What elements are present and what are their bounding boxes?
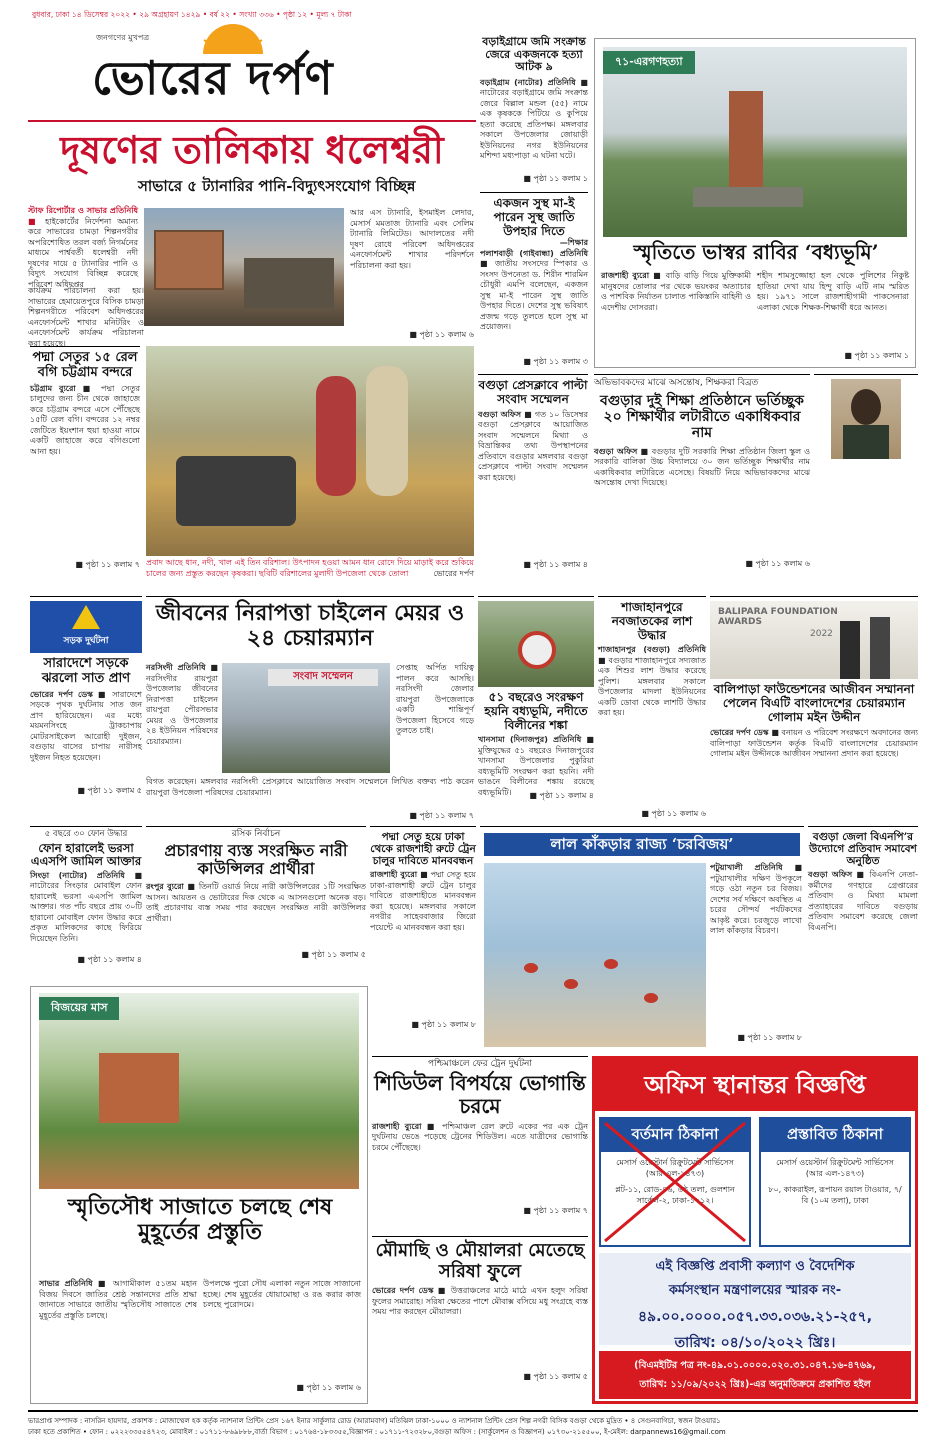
advert-title: অফিস স্থানান্তর বিজ্ঞপ্তি xyxy=(595,1059,915,1111)
feature-71-headline: স্মৃতিতে ভাস্বর রাবির ‘বধ্যভূমি’ xyxy=(633,240,879,264)
lead-byline: স্টাফ রিপোর্টার ও সাভার প্রতিনিধি ■ xyxy=(28,206,138,226)
healthy-byline: পলাশবাড়ী (গাইবান্ধা) প্রতিনিধি ■ xyxy=(480,248,588,269)
current-license: (আর এল-১৪৭৩) xyxy=(645,1168,705,1178)
story-bogura-press xyxy=(478,374,588,592)
masthead-rule xyxy=(28,120,476,122)
shahjahanpur-body: বগুড়ার শাজাহানপুরে সদ্যজাত এক শিশুর লাশ উদ্ধার করেছে পুলিশ। মঙ্গলবার সকালে উপজেলার মাদলা ইউনিয়নের একটি ডোবা থেকে লাশটি উদ্ধার করা হয়। xyxy=(598,655,707,718)
mayor-body-right: সেপ্তাহ অর্পিত দায়িত্ব পালন করে আসছি। নরসিংদী জেলার রায়পুরা উপজেলাকে একটি শান্তিপূর্ণ উপজেলা হিসেবে গড়ে তুলতে চাই। xyxy=(396,663,474,735)
padma-headline: পদ্মা সেতুর ১৫ রেল বগি চট্টগ্রাম বন্দরে xyxy=(32,350,138,380)
red-crab-headline: লাল কাঁকড়ার রাজ্য ‘চরবিজয়’ xyxy=(484,833,800,856)
notice-line-1: এই বিজ্ঞপ্তি প্রবাসী কল্যাণ ও বৈদেশিক xyxy=(655,1259,855,1274)
story-birshreshtho xyxy=(814,374,918,592)
baraigram-body: নাটোরের বড়াইগ্রামে জমি সংক্রান্ত জেরে বিল্লাল মন্ডল (৫৫) নামে এক কৃষককে পিটিয়ে ও কুপিয়ে হত্যা করেছে প্রতিপক্ষ। মঙ্গলবার সকালে উপজেলার জোয়াড়ী ইউনিয়নের নগর ইউনিয়নের মশিন্দা মধ্যপাড়া এ ঘটনা ঘটে। xyxy=(480,88,588,161)
feature-71-byline: রাজশাহী ব্যুরো ■ xyxy=(601,271,662,280)
padma-train-jump: ■ পৃষ্ঠা ১১ কলাম ৮ xyxy=(411,1020,476,1030)
memo-date: তারিখ: ০৪/১০/২০২২ খ্রিঃ। xyxy=(674,1335,836,1351)
memorial-photo xyxy=(603,47,907,237)
mayor-jump: ■ পৃষ্ঠা ১১ কলাম ৭ xyxy=(409,811,474,820)
story-baraigram xyxy=(480,36,588,186)
healthy-kicker: —শিক্ষার xyxy=(559,238,588,248)
killing-field-body: মুক্তিযুদ্ধের ৫১ বছরেও দিনাজপুরের খানসামা উপজেলার পুকুরিয়া বধ্যভূমিটি সংরক্ষণ করা হয়নি। নদী ভাঙনে বিলীনের শঙ্কায় রয়েছে বধ্যভূমিটি। xyxy=(478,745,594,797)
story-bogura-schools xyxy=(594,374,810,592)
current-address: প্লট-১১, রোড-৪৬, ৬ষ্ঠ তলা, গুলশান সার্কেল-২, ঢাকা-১২১২। xyxy=(615,1185,735,1205)
red-crab-jump: ■ পৃষ্ঠা ১১ কলাম ৮ xyxy=(737,1033,802,1042)
schools-byline: বগুড়া অফিস ■ xyxy=(594,446,649,456)
proposed-license: (আর এল-১৪৭৩) xyxy=(805,1168,865,1178)
lead-body-wide: কার্যক্রম পরিচালনা করা হয়। সাভারের হেমায়েতপুরে বিসিক চামড়া শিল্পনগরীতে পরিবেশ অধিদপ্তরের এনফোর্সমেন্ট শাখার মনিটরিং ও এনফোর্সমেন্ট কার্যক্রম পরিচালনা করা হয়েছে। xyxy=(28,286,144,348)
memorial-garden-photo xyxy=(39,993,359,1189)
train-schedule-jump: ■ পৃষ্ঠা ১১ কলাম ৭ xyxy=(523,1205,588,1215)
mayor-body-wide: বিগত করেছেন। মঙ্গলবার নরসিংদী প্রেসক্লাবে আয়োজিত সংবাদ সম্মেলনে লিখিত বক্তব্য পাঠ করেন রায়পুরা উপজেলা পরিষদের চেয়ারম্যান। xyxy=(146,777,474,797)
council-kicker: রসিক নির্বাচন xyxy=(231,829,281,839)
baraigram-jump: ■ পৃষ্ঠা ১১ কলাম ১ xyxy=(523,173,588,183)
council-jump: ■ পৃষ্ঠা ১১ কলাম ৫ xyxy=(301,950,366,960)
mayor-byline: নরসিংদী প্রতিনিধি ■ xyxy=(146,663,218,672)
train-schedule-body: পশ্চিমাঞ্চল রেল রুটে একের পর এক ট্রেন দুর্ঘটনায় ভেঙে পড়েছে ট্রেনের শিডিউল। এতে যাত্রীদের ভোগান্তি চরমে পৌঁছেছে। xyxy=(372,1121,588,1152)
padma-byline: চট্টগ্রাম ব্যুরো ■ xyxy=(30,383,95,393)
current-address-label: বর্তমান ঠিকানা xyxy=(601,1119,749,1152)
story-bnp-bogura xyxy=(808,826,918,1052)
phone-kicker: ৫ বছরে ৩০ ফোন উদ্ধার xyxy=(44,829,128,839)
road-accident-badge xyxy=(30,601,142,653)
lead-subhead: সাভারে ৫ ট্যানারির পানি-বিদ্যুৎসংযোগ বিচ্ছিন্ন xyxy=(138,177,416,195)
train-schedule-byline: রাজশাহী ব্যুরো ■ xyxy=(372,1121,437,1131)
lead-headline: দূষণের তালিকায় ধলেশ্বরী xyxy=(60,127,444,172)
schools-kicker: অভিভাবকদের মাঝে অসন্তোষ, শিক্ষকরা বিব্রত xyxy=(594,378,759,388)
bogura-press-jump: ■ পৃষ্ঠা ১১ কলাম ৪ xyxy=(523,559,588,569)
dateline: বুধবার, ঢাকা ১৪ ডিসেম্বর ২০২২ • ২৯ অগ্রহায়ণ ১৪২৯ • বর্ষ ২২ • সংখ্যা ৩৩৬ • পৃষ্ঠা ১২ • মূল্য ৭ টাকা xyxy=(32,10,352,19)
feature-71-jump: ■ পৃষ্ঠা ১১ কলাম ১ xyxy=(844,351,909,360)
council-byline: রংপুর ব্যুরো ■ xyxy=(146,882,196,892)
lead-body-left: হাইকোর্টের নির্দেশনা অমান্য করে সাভারের চামড়া শিল্পনগরীর অপরিশোধিত তরল বর্জ্য নিগর্মনের মাধ্যমে পার্শ্ববর্তী ধলেশ্বরী নদী দূষণের দায়ে ৫ ট্যানারির পানি ও বিদ্যুৎ সংযোগ বিচ্ছিন্ন করেছে পরিবেশ অধিদপ্তর xyxy=(28,216,139,289)
proposed-address: ৮০, কাকরাইল, রূপায়ন রয়াল টাওয়ার, ৭/বি (১০ম তলা), ঢাকা xyxy=(768,1185,902,1205)
balipara-byline: ভোরের দর্পণ ডেস্ক ■ xyxy=(710,728,779,738)
bnp-body: বিএনপি নেতা-কর্মীদের গণহারে গ্রেপ্তারের প্রতিবাদ ও মিথ্যা মামলা প্রত্যাহারের দাবিতে বগুড়ায় প্রতিবাদ সমাবেশ করেছে জেলা বিএনপি। xyxy=(808,870,918,932)
phone-byline: সিংড়া (নাটোর) প্রতিনিধি ■ xyxy=(30,870,142,880)
road-accident-byline: ভোরের দর্পণ ডেস্ক ■ xyxy=(30,689,108,699)
advert-notice xyxy=(599,1253,911,1351)
phone-body: নাটোরের সিংড়ার মোবাইল ফোন হারালেই ভরসা এএসপি জামিল আক্তার। গত পাঁচ বছরে প্রায় ৩০টি হারানো মোবাইল ফোন উদ্ধার করে প্রকৃত মালিকদের কাছে ফিরিয়ে দিয়েছেন তিনি। xyxy=(30,881,142,943)
harvest-credit: ভোরের দর্পণ xyxy=(433,568,474,578)
baraigram-byline: বড়াইগ্রাম (নাটোর) প্রতিনিধি ■ xyxy=(480,77,588,87)
lead-body-right: আর এস ট্যানারি, ইসমাইল লেদার, মেসার্স মমতাজ ট্যানারি এবং সেলিম ট্যানারি লিমিটেড। আদালতের নদী দূষণ রোধে পরিবেশ অধিদপ্তরের এনফোর্সমেন্ট শাখার পরিদর্শনে পরিচালনা করা হয়। xyxy=(350,208,474,270)
train-schedule-headline: শিডিউল বিপর্যয়ে ভোগান্তি চরমে xyxy=(374,1070,586,1118)
padma-jump: ■ পৃষ্ঠা ১১ কলাম ৭ xyxy=(75,559,140,569)
baraigram-headline: বড়াইগ্রামে জমি সংক্রান্ত জেরে একজনকে হত্যা আটক ৯ xyxy=(482,35,586,74)
balipara-headline: বালিপাড়া ফাউন্ডেশনের আজীবন সম্মাননা পেলেন বিএটি বাংলাদেশের চেয়ারম্যান গোলাম মইন উদ্দীন xyxy=(713,682,915,724)
feature-71-label: ৭১-এরগণহত্যা xyxy=(603,51,695,74)
newspaper-title: ভোরের দর্পণ xyxy=(92,51,334,105)
advert-footer xyxy=(599,1351,911,1399)
victory-month-body: আগামীকাল ৫১তম মহান বিজয় দিবসে জাতির শ্রেষ্ঠ সন্তানদের প্রতি শ্রদ্ধা জানাতে সাভারে জাতীয় স্মৃতিসৌধ সাজাতে শেষ মুহূর্তের প্রস্তুতি চলছে। xyxy=(39,1279,198,1320)
shahjahanpur-jump: ■ পৃষ্ঠা ১১ কলাম ৬ xyxy=(641,809,706,819)
victory-month-byline: সাভার প্রতিনিধি ■ xyxy=(39,1279,108,1288)
schools-headline: বগুড়ার দুই শিক্ষা প্রতিষ্ঠানে ভর্তিচ্ছুক ২০ শিক্ষার্থীর লটারীতে একাধিকবার নাম xyxy=(600,392,804,441)
advert-footer-line-2: তারিখ: ১১/০৯/২০২২ খ্রিঃ)-এর অনুমতিক্রমে প্রকাশিত হইল xyxy=(639,1379,871,1390)
notice-line-2: কর্মসংস্থান মন্ত্রণালয়ের স্মারক নং- xyxy=(668,1283,842,1298)
story-red-crab xyxy=(480,826,804,1052)
healthy-headline: একজন সুস্থ মা-ই পারেন সুস্থ জাতি উপহার দিতে xyxy=(493,196,575,238)
victory-month-label: বিজয়ের মাস xyxy=(39,997,119,1020)
harvest-photo xyxy=(146,346,474,556)
imprint-line-1: ভারপ্রাপ্ত সম্পাদক : নাসরিন হায়দার, প্রকাশক : মোজাম্মেল হক কর্তৃক ন্যাশনাল প্রিন্টিং প্রেস ১৬৭ ইনার সার্কুলার রোড (আরামবাগ) মতিঝিল ঢাকা-১০০০ ও ন্যাশনাল প্রিন্টিং প্রেস শিল্প নগরী বিসিক বগুড়া থেকে মুদ্রিত • ৪ সেগুনবাগিচা, স্বজন টাওয়ার১ xyxy=(28,1417,721,1425)
victory-month-body-right: উপলক্ষে পুরো সৌধ এলাকা নতুন সাজে সাজানো হচ্ছে। শেষ মুহূর্তের ধোয়ামোছা ও রঙ করার কাজ চলছে পুরোদমে। xyxy=(203,1279,361,1309)
proposed-address-label: প্রস্তাবিত ঠিকানা xyxy=(761,1119,909,1152)
lead-photo xyxy=(144,208,344,326)
bees-body: উত্তরাঞ্চলের মাঠে মাঠে এখন হলুদ সরিষা ফুলের সমারোহ। সরিষা ক্ষেতের পাশে মৌবাক্স বসিয়ে মধু সংগ্রহে ব্যস্ত সময় পার করছেন মৌয়ালরা। xyxy=(372,1286,588,1317)
masthead xyxy=(28,8,476,126)
bogura-press-byline: বগুড়া অফিস ■ xyxy=(478,409,532,419)
story-road-accident xyxy=(30,596,142,822)
road-accident-headline: সারাদেশে সড়কে ঝরলো সাত প্রাণ xyxy=(41,656,131,686)
balipara-award-year: 2022 xyxy=(810,629,833,639)
story-padma-train xyxy=(370,826,476,1052)
schools-body: বগুড়ার দুটি সরকারি শিক্ষা প্রতিষ্ঠান জিলা স্কুল ও সরকারি বালিকা উচ্চ বিদ্যালয়ে ৩০ জন ভর্তিচ্ছুক শিক্ষার্থীর নাম একাধিকবার লটারিতে এসেছে। বিষয়টি নিয়ে অভিভাবকদের মাঝে অসন্তোষ দেখা দিয়েছে। xyxy=(594,446,811,488)
story-shahjahanpur xyxy=(598,596,706,822)
proposed-address-box xyxy=(759,1117,911,1247)
press-conference-banner: সংবাদ সম্মেলন xyxy=(268,669,378,686)
lead-jump: ■ পৃষ্ঠা ১১ কলাম ৬ xyxy=(409,330,474,339)
padma-body: পদ্মা সেতুর চালুদের জন্য চীন থেকে জাহাজে করে চট্টগ্রাম বন্দরে এসে পৌঁছেছে ১৫টি রেল বগি। বন্দরের ১২ নম্বর জেটিতে ইয়ংশান হুয়া হাওয়া নামে একটি জাহাজে করে বগিগুলো আনা হয়। xyxy=(30,383,140,456)
proposed-company: মেসার্স ওয়েস্টার্ন রিক্রুটমেন্ট সার্ভিসেস xyxy=(776,1158,894,1167)
warning-sign-icon xyxy=(72,605,100,629)
balipara-photo xyxy=(710,601,918,679)
current-address-box xyxy=(599,1117,751,1247)
story-train-schedule xyxy=(372,1056,588,1232)
bnp-headline: বগুড়া জেলা বিএনপি’র উদ্যোগে প্রতিবাদ সমাবেশ অনুষ্ঠিত xyxy=(809,831,917,868)
victory-month-jump: ■ পৃষ্ঠা ১১ কলাম ৬ xyxy=(296,1383,361,1392)
story-balipara xyxy=(710,596,918,822)
phone-headline: ফোন হারালেই ভরসা এএসপি জামিল আক্তার xyxy=(30,840,142,868)
bees-byline: ভোরের দর্পণ ডেস্ক ■ xyxy=(372,1286,447,1296)
story-padma-rail xyxy=(30,346,140,590)
mayor-body-left: নরসিংদীর রায়পুরা উপজেলায় জীবনের নিরাপত্তা চাইলেন রায়পুরা পৌরসভার মেয়র ও উপজেলার ২৪ ইউনিয়ন পরিষদের চেয়ারম্যান। xyxy=(146,673,218,746)
story-victory-month xyxy=(30,986,368,1404)
office-relocation-advert xyxy=(592,1056,918,1404)
mayor-headline: জীবনের নিরাপত্তা চাইলেন মেয়র ও ২৪ চেয়ারম্যান xyxy=(155,600,465,652)
padma-train-body: পদ্মা সেতু হয়ে ঢাকা-রাজশাহী রুটে ট্রেন চালুর দাবিতে রাজশাহীতে মানববন্ধন করা হয়েছে। মঙ্গলবার সকালে নগরীর সাহেববাজার জিরো পয়েন্টে এ মানববন্ধন করা হয়। xyxy=(370,870,477,932)
bogura-press-headline: বগুড়া প্রেসক্লাবে পাল্টা সংবাদ সম্মেলন xyxy=(478,378,588,406)
padma-train-byline: রাজশাহী ব্যুরো ■ xyxy=(370,870,428,880)
shahjahanpur-byline: শাজাহানপুর (বগুড়া) প্রতিনিধি ■ xyxy=(598,645,706,665)
portrait-photo xyxy=(831,379,901,459)
killing-field-photo xyxy=(478,601,594,687)
council-body: তিনটি ওয়ার্ড নিয়ে নারী কাউন্সিলরের ১টি সংরক্ষিত আসন। আয়তন ও ভোটারের দিক থেকে এ আসনগুলো অনেক বড়। তাই প্রচারণায় ব্যস্ত সময় পার করছেন সংরক্ষিত নারী কাউন্সিলর প্রার্থীরা। xyxy=(146,882,367,923)
story-council xyxy=(146,826,366,982)
story-healthy-mother xyxy=(480,192,588,370)
balipara-award-text: BALIPARA FOUNDATION AWARDS xyxy=(718,607,838,627)
bees-jump: ■ পৃষ্ঠা ১১ কলাম ৫ xyxy=(523,1372,588,1382)
victory-month-headline: স্মৃতিসৌধ সাজাতে চলছে শেষ মুহূর্তের প্রস্তুতি xyxy=(67,1194,333,1246)
bnp-byline: বগুড়া অফিস ■ xyxy=(808,870,866,880)
imprint-line-2: ঢাকা হতে প্রকাশিত • ফোন : ০২২২৩৩৫৫৪৭২৩, মোবাইল : ০১৭১১-৮৬৯৮৮৮,বার্তা বিভাগ : ০১৭৬৪-১৮৩৩৫৫,বিজ্ঞাপন : ০১৭১১-৭২৩২৮০,বগুড়া অফিস : (সার্কুলেশন ও বিজ্ঞাপন) ০১৭৩০-২১৫৫০০, ই-মেইল: darpannews16@gmail.com xyxy=(28,1428,726,1436)
bees-headline: মৌমাছি ও মৌয়ালরা মেতেছে সরিষা ফুলে xyxy=(375,1240,585,1282)
council-headline: প্রচারণায় ব্যস্ত সংরক্ষিত নারী কাউন্সিলর প্রার্থীরা xyxy=(164,840,348,878)
story-phone xyxy=(30,826,142,982)
train-schedule-kicker: পশ্চিমাঞ্চলে ফের ট্রেন দুর্ঘটনা xyxy=(428,1059,532,1069)
road-accident-badge-text: সড়ক দুর্ঘটনা xyxy=(63,636,109,646)
feature-71-body-left: বাড়ি বাড়ি গিয়ে মুক্তিকামী মানুষদের তোলার পর থেকে ভয়ংকর অত্যাচার ও পাশবিক নির্যাতন চালাত পাকিস্তানি বাহিনী ও এদেশীয় দোসররা। xyxy=(601,271,751,312)
healthy-jump: ■ পৃষ্ঠা ১১ কলাম ৩ xyxy=(523,356,588,366)
press-conference-photo xyxy=(222,663,390,773)
killing-field-headline: ৫১ বছরেও সংরক্ষণ হয়নি বধ্যভূমি, নদীতে বিলীনের শঙ্কা xyxy=(484,690,588,732)
road-accident-jump: ■ পৃষ্ঠা ১১ কলাম ৫ xyxy=(77,785,142,795)
padma-train-headline: পদ্মা সেতু হয়ে ঢাকা থেকে রাজশাহী রুটে ট্রেন চালুর দাবিতে মানববন্ধন xyxy=(370,831,476,868)
balipara-body: বনায়ন ও পরিবেশ সংরক্ষণে অবদানের জন্য বালিপাড়া ফাউন্ডেশন কর্তৃক বিএটি বাংলাদেশের চেয়ারম্যান গোলাম মইন উদ্দীনকে আজীবন সম্মাননা প্রদান করা হয়েছে। xyxy=(710,728,919,759)
schools-jump: ■ পৃষ্ঠা ১১ কলাম ৬ xyxy=(745,558,810,568)
feature-71-box xyxy=(594,38,916,368)
imprint-footer xyxy=(28,1410,918,1446)
shahjahanpur-headline: শাজাহানপুরে নবজাতকের লাশ উদ্ধার xyxy=(611,600,693,642)
crossed-out-icon xyxy=(601,1119,749,1245)
red-crab-photo xyxy=(484,863,706,1047)
current-company: মেসার্স ওয়েস্টার্ন রিক্রুটমেন্ট সার্ভিসেস xyxy=(616,1158,734,1167)
phone-jump: ■ পৃষ্ঠা ১১ কলাম ৪ xyxy=(77,954,142,964)
harvest-caption: প্রবাদ আছে ধান, নদী, খাল এই তিন বরিশাল। উৎপাদন হওয়া আমন ধান রোদে দিয়ে মাড়াই করে শুকিয়ে চালের জন্য প্রস্তুত করছেন কৃষকরা। ছবিটি বরিশালের মুলাদী উপজেলা থেকে তোলা xyxy=(146,558,474,578)
story-bees xyxy=(372,1236,588,1404)
lead-story xyxy=(28,126,476,348)
road-accident-body: সারাদেশে সড়কে পৃথক দুর্ঘটনায় সাত জন প্রাণ হারিয়েছেন। এর মধ্যে ময়মনসিংহে ট্রাকচাপায় মোটরসাইকেল আরোহী দুইজন, বগুড়ায় বাসের চাপায় নারীসহ দুইজন নিহত হয়েছেন। xyxy=(30,689,142,762)
story-killing-field xyxy=(478,596,594,822)
advert-footer-line-1: (বিএমইটির পত্র নং-৪৯.০১.০০০০.০২০.৩১.০৪৭.১৬-৪৭৬৯, xyxy=(634,1360,876,1371)
killing-field-byline: খানসামা (দিনাজপুর) প্রতিনিধি ■ xyxy=(478,735,594,745)
story-mayor xyxy=(146,596,474,822)
healthy-body: জাতীয় সংসদের স্পিকার ও সংসদ উপনেতা ড. শিরীন শারমিন চৌধুরী এমপি বলেছেন, একজন সুস্থ মা-ই পারেন সুস্থ জাতি উপহার দিতে। দেশের সুস্থ ভবিষ্যৎ প্রজন্ম গড়ে তুলতে হলে সুস্থ মা প্রয়োজন। xyxy=(480,259,588,332)
killing-field-jump: ■ পৃষ্ঠা ১১ কলাম ৪ xyxy=(529,791,594,801)
tagline: জনগণের মুখপত্র xyxy=(96,33,150,42)
feature-71-body-right: শহীদ শামসুজ্জোহা হল থেকে পুলিশের নিকুষ্ট হাতিয়া দেখা যায় হিন্দু বাড়ি এটি নাম স্মরিত হয়। ১৯৭১ সালে রাজশাহীগামী পাকসেনারা এলাকা থেকে শিক্ষক-শিক্ষার্থী ধরে আনত। xyxy=(757,271,909,312)
bogura-press-body: গত ১০ ডিসেম্বর বগুড়া প্রেসক্লাবে আয়োজিত সংবাদ সম্মেলনে মিথ্যা ও বিভ্রান্তিকর তথ্য উপস্থাপনের প্রতিবাদে বগুড়ার মঙ্গলবার বগুড়া প্রেসক্লাবে পাল্টা সংবাদ সম্মেলন করা হয়েছে। xyxy=(478,409,588,482)
red-crab-body: পটুয়াখালীর দক্ষিণ উপকূলে গড়ে ওঠা নতুন চর বিজয়। দেশের সর্ব দক্ষিণে অবস্থিত এ চরের সৌন্দর্য পর্যটকদের আকৃষ্ট করে। চরজুড়ে লাখো লাল কাঁকড়ার বিচরণ। xyxy=(710,873,802,935)
memo-number: ৪৯.০০.০০০০.০৫৭.৩৩.০৩৬.২১-২৫৭, xyxy=(637,1309,873,1325)
red-crab-byline: পটুয়াখালী প্রতিনিধি ■ xyxy=(710,863,802,872)
